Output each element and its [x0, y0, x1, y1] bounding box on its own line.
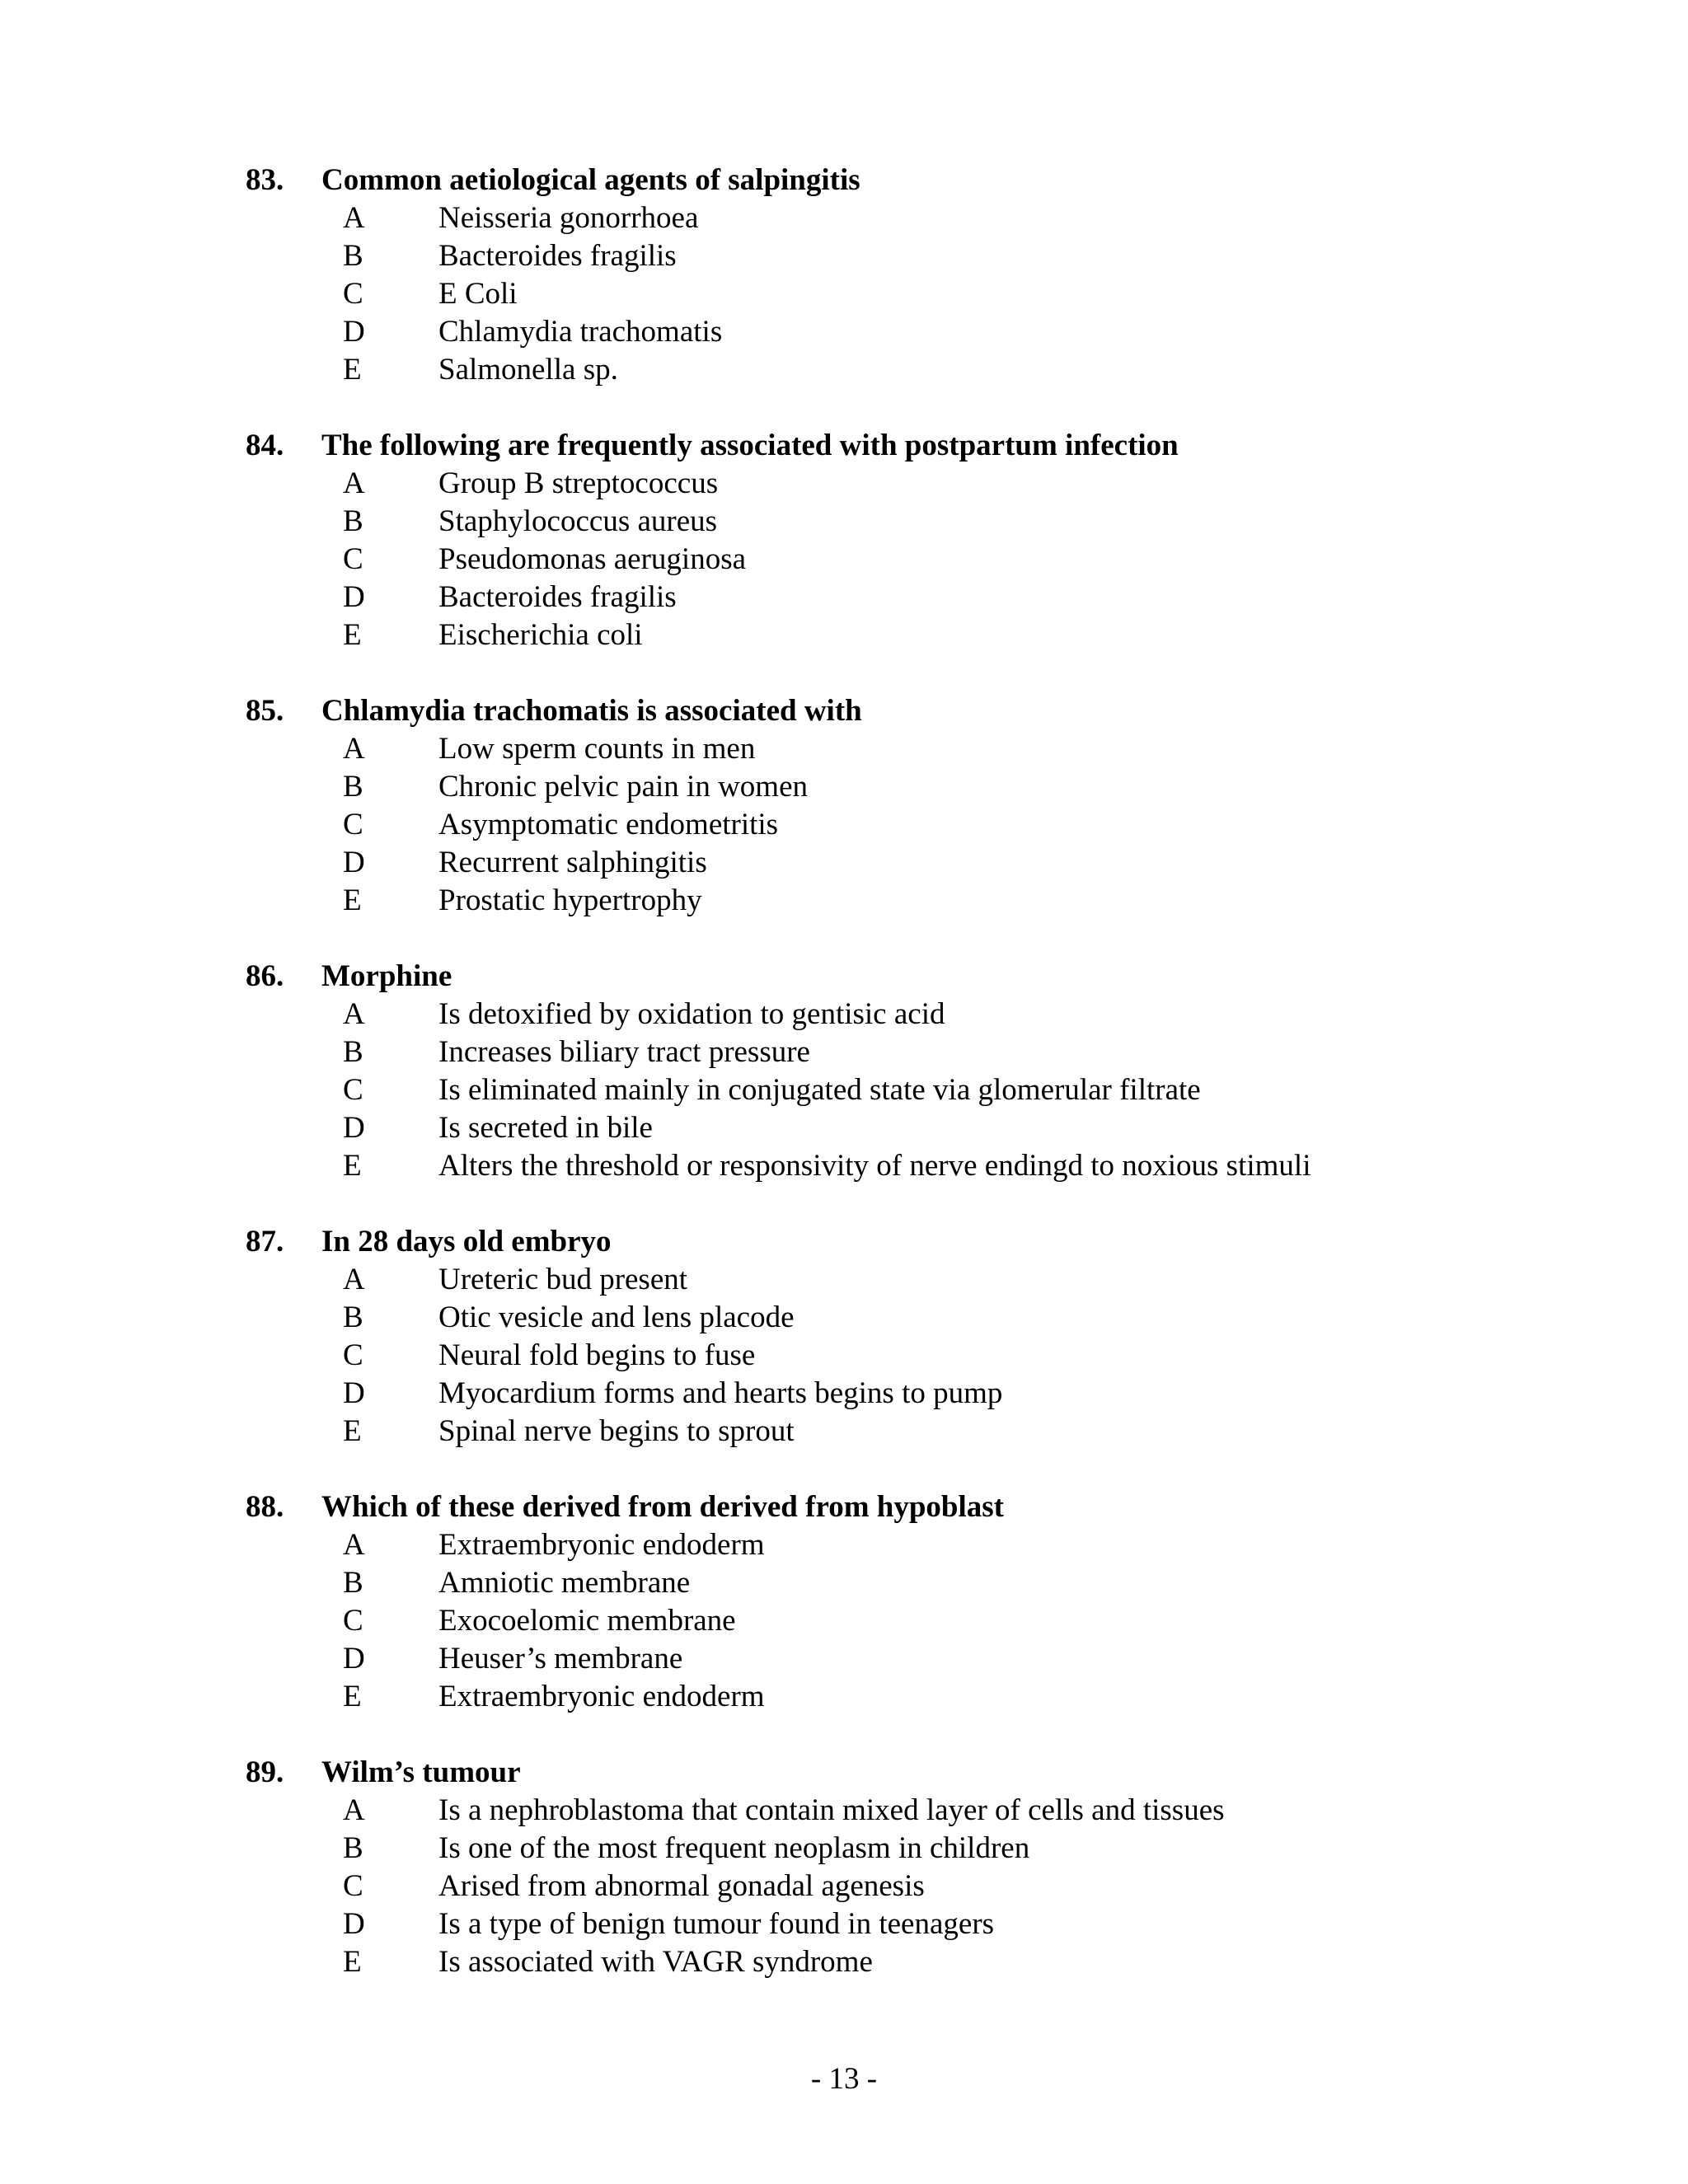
option-d [246, 1375, 1647, 1413]
option-letter: C [343, 1869, 363, 1903]
option-c [246, 1602, 1647, 1640]
option-letter: B [343, 1831, 363, 1865]
option-b [246, 768, 1647, 806]
option-e [246, 1943, 1647, 1981]
question-header [246, 162, 1647, 199]
option-d [246, 579, 1647, 616]
option-text: Arised from abnormal gonadal agenesis [438, 1869, 925, 1903]
option-e [246, 1413, 1647, 1451]
option-letter: A [343, 997, 365, 1031]
option-letter: C [343, 1073, 363, 1107]
option-e [246, 351, 1647, 389]
option-text: Chlamydia trachomatis [438, 315, 723, 349]
option-text: Asymptomatic endometritis [438, 808, 779, 841]
question-title: Wilm’s tumour [321, 1755, 521, 1789]
option-c [246, 541, 1647, 579]
question-88 [246, 1488, 1647, 1716]
option-text: Salmonella sp. [438, 353, 618, 387]
option-text: Chronic pelvic pain in women [438, 770, 809, 804]
option-text: Eischerichia coli [438, 618, 643, 652]
option-letter: B [343, 504, 363, 538]
option-letter: B [343, 1566, 363, 1600]
question-number: 85. [246, 694, 284, 728]
option-text: Staphylococcus aureus [438, 504, 718, 538]
option-letter: C [343, 1338, 363, 1372]
option-text: Is a type of benign tumour found in teenagers [438, 1907, 995, 1941]
option-text: Amniotic membrane [438, 1566, 691, 1600]
question-number: 88. [246, 1490, 284, 1524]
question-title: Morphine [321, 959, 452, 993]
option-letter: A [343, 466, 365, 500]
option-letter: D [343, 580, 365, 614]
option-text: Increases biliary tract pressure [438, 1035, 810, 1069]
option-letter: E [343, 883, 362, 917]
question-header [246, 958, 1647, 996]
option-letter: A [343, 201, 365, 235]
question-85 [246, 692, 1647, 920]
option-letter: D [343, 1907, 365, 1941]
question-header [246, 1223, 1647, 1261]
option-letter: A [343, 1793, 365, 1827]
option-letter: A [343, 1263, 365, 1296]
question-number: 83. [246, 163, 284, 197]
question-number: 89. [246, 1755, 284, 1789]
option-text: Prostatic hypertrophy [438, 883, 702, 917]
option-letter: B [343, 239, 363, 273]
option-b [246, 503, 1647, 541]
question-83 [246, 162, 1647, 389]
option-e [246, 1678, 1647, 1716]
option-c [246, 1868, 1647, 1905]
option-text: Group B streptococcus [438, 466, 719, 500]
option-b [246, 237, 1647, 275]
question-header [246, 1488, 1647, 1526]
option-c [246, 806, 1647, 844]
option-b [246, 1033, 1647, 1071]
option-letter: C [343, 277, 363, 311]
option-letter: E [343, 1945, 362, 1979]
option-d [246, 1905, 1647, 1943]
question-title: Which of these derived from derived from hypoblast [321, 1490, 1005, 1524]
option-d [246, 1640, 1647, 1678]
option-a [246, 996, 1647, 1033]
option-text: Bacteroides fragilis [438, 580, 677, 614]
option-text: Spinal nerve begins to sprout [438, 1414, 795, 1448]
option-text: Neural fold begins to fuse [438, 1338, 756, 1372]
option-c [246, 275, 1647, 313]
question-header [246, 1754, 1647, 1792]
option-a [246, 730, 1647, 768]
question-title: Chlamydia trachomatis is associated with [321, 694, 862, 728]
option-text: Is eliminated mainly in conjugated state via glomerular filtrate [438, 1073, 1201, 1107]
option-text: Extraembryonic endoderm [438, 1528, 765, 1562]
option-letter: B [343, 1035, 363, 1069]
option-a [246, 1261, 1647, 1299]
option-c [246, 1337, 1647, 1375]
question-header [246, 692, 1647, 730]
option-d [246, 1109, 1647, 1147]
option-letter: E [343, 1149, 362, 1183]
question-number: 84. [246, 429, 284, 462]
option-letter: D [343, 1111, 365, 1145]
option-text: Alters the threshold or responsivity of nerve endingd to noxious stimuli [438, 1149, 1311, 1183]
option-text: Is secreted in bile [438, 1111, 653, 1145]
question-list [246, 162, 1647, 2019]
option-letter: D [343, 846, 365, 879]
option-letter: A [343, 732, 365, 766]
option-text: Myocardium forms and hearts begins to pump [438, 1376, 1003, 1410]
option-letter: C [343, 542, 363, 576]
option-text: Neisseria gonorrhoea [438, 201, 699, 235]
option-letter: C [343, 1604, 363, 1638]
option-a [246, 1526, 1647, 1564]
option-text: Ureteric bud present [438, 1263, 688, 1296]
question-title: In 28 days old embryo [321, 1225, 612, 1258]
option-text: Extraembryonic endoderm [438, 1680, 765, 1713]
option-letter: E [343, 1680, 362, 1713]
question-number: 87. [246, 1225, 284, 1258]
option-text: Exocoelomic membrane [438, 1604, 736, 1638]
option-letter: B [343, 1301, 363, 1334]
option-text: Otic vesicle and lens placode [438, 1301, 795, 1334]
option-b [246, 1830, 1647, 1868]
option-d [246, 313, 1647, 351]
option-letter: D [343, 315, 365, 349]
option-e [246, 616, 1647, 654]
option-text: Heuser’s membrane [438, 1642, 683, 1675]
option-text: Pseudomonas aeruginosa [438, 542, 747, 576]
option-a [246, 199, 1647, 237]
option-text: E Coli [438, 277, 518, 311]
option-text: Is detoxified by oxidation to gentisic acid [438, 997, 945, 1031]
question-87 [246, 1223, 1647, 1451]
option-text: Is one of the most frequent neoplasm in children [438, 1831, 1030, 1865]
option-c [246, 1071, 1647, 1109]
question-title: The following are frequently associated with postpartum infection [321, 429, 1179, 462]
option-d [246, 844, 1647, 882]
question-number: 86. [246, 959, 284, 993]
question-title: Common aetiological agents of salpingitis [321, 163, 860, 197]
option-text: Recurrent salphingitis [438, 846, 707, 879]
option-letter: D [343, 1642, 365, 1675]
option-letter: E [343, 618, 362, 652]
question-89 [246, 1754, 1647, 1981]
question-header [246, 427, 1647, 465]
option-b [246, 1564, 1647, 1602]
question-84 [246, 427, 1647, 654]
option-text: Bacteroides fragilis [438, 239, 677, 273]
option-text: Is a nephroblastoma that contain mixed layer of cells and tissues [438, 1793, 1225, 1827]
option-b [246, 1299, 1647, 1337]
option-letter: E [343, 353, 362, 387]
question-86 [246, 958, 1647, 1185]
option-a [246, 1792, 1647, 1830]
option-letter: A [343, 1528, 365, 1562]
option-letter: D [343, 1376, 365, 1410]
option-text: Low sperm counts in men [438, 732, 756, 766]
option-e [246, 882, 1647, 920]
option-a [246, 465, 1647, 503]
option-letter: E [343, 1414, 362, 1448]
option-letter: B [343, 770, 363, 804]
option-text: Is associated with VAGR syndrome [438, 1945, 873, 1979]
option-letter: C [343, 808, 363, 841]
page-number: - 13 - [810, 2062, 878, 2096]
option-e [246, 1147, 1647, 1185]
